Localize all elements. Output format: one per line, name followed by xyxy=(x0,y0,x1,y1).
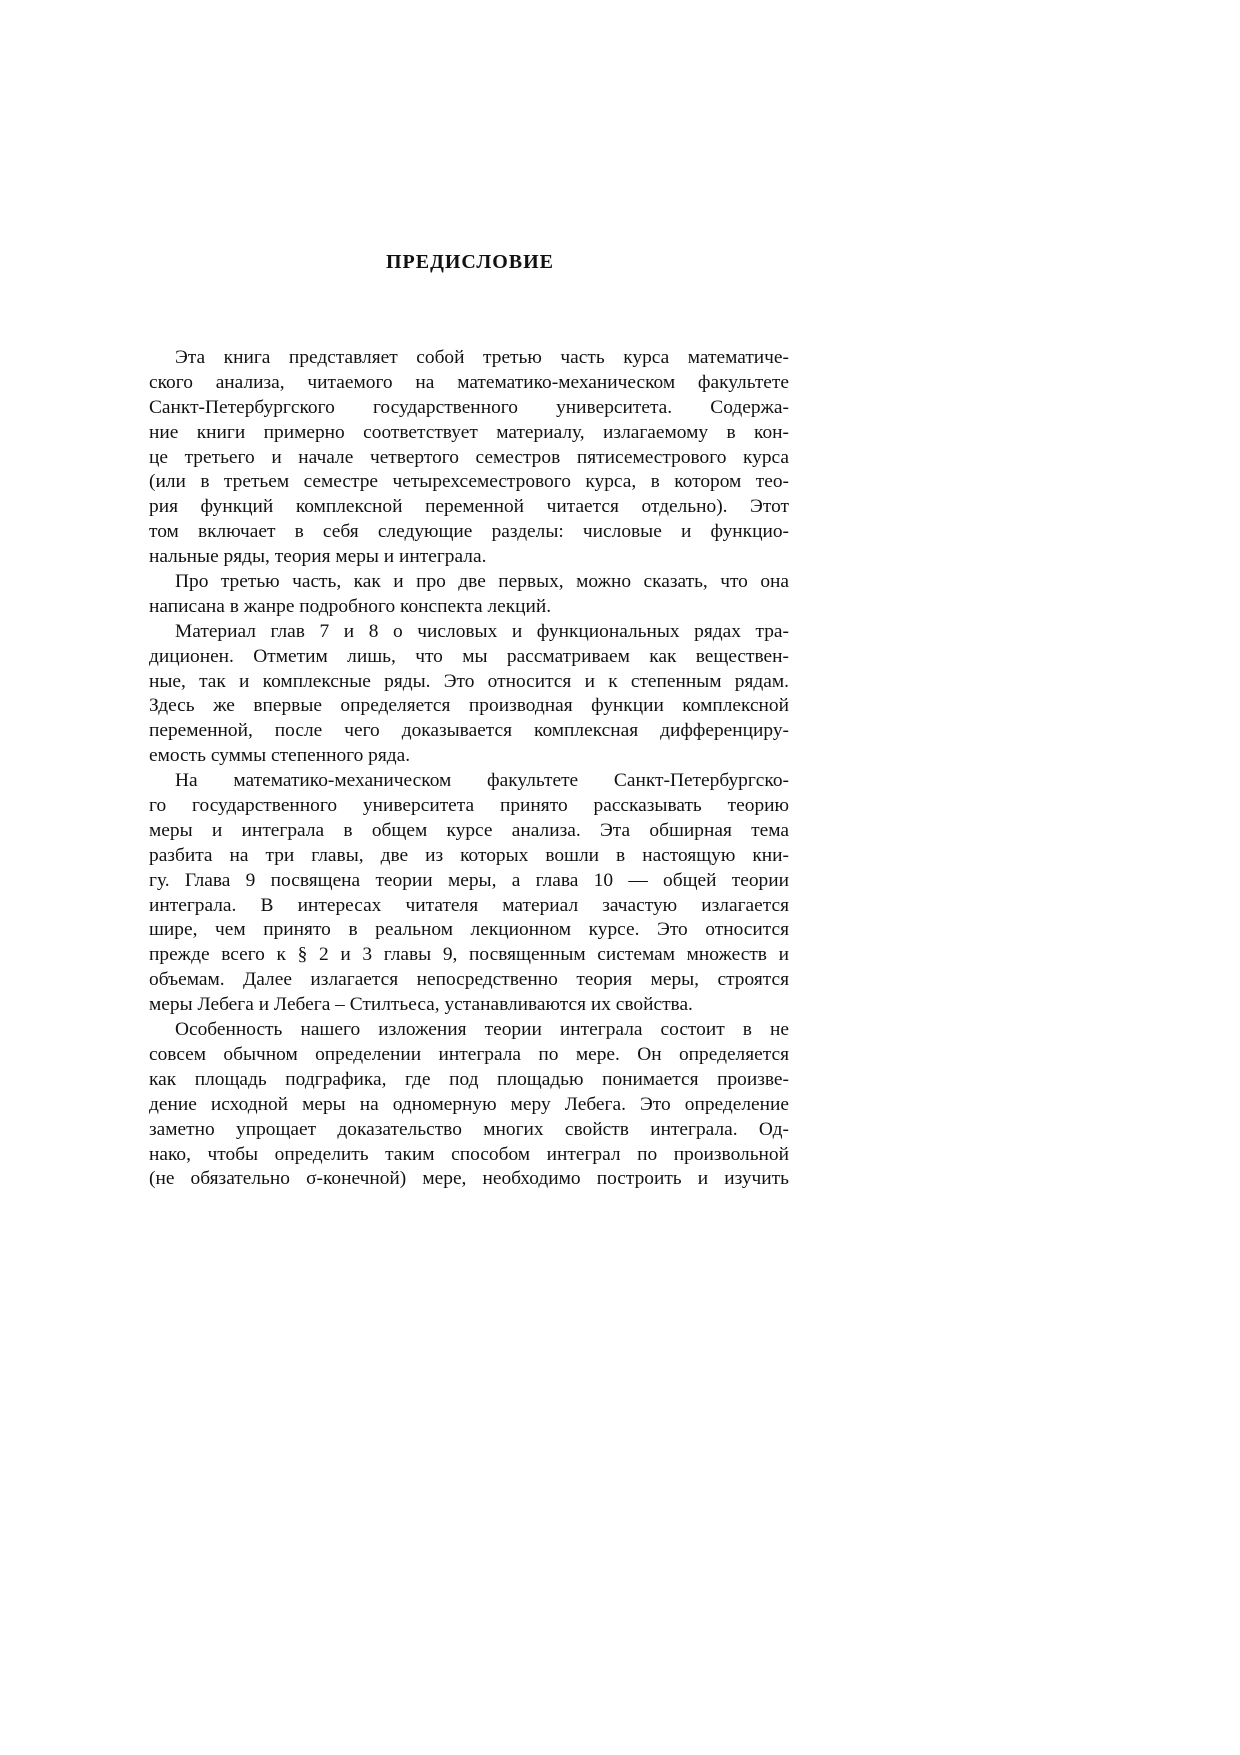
text-line: рия функций комплексной переменной читается отдельно). Этот xyxy=(149,496,789,518)
text-line: интеграла. В интересах читателя материал зачастую излагается xyxy=(149,894,789,916)
text-line: емость суммы степенного ряда. xyxy=(149,745,411,767)
text-line: це третьего и начале четвертого семестров пятисеместрового курса xyxy=(149,446,789,468)
text-line: гу. Глава 9 посвящена теории меры, а глава 10 — общей теории xyxy=(149,869,789,891)
paragraph xyxy=(149,769,789,1018)
text-line: (не обязательно σ-конечной) мере, необходимо построить и изучить xyxy=(149,1168,789,1190)
text-line: шире, чем принято в реальном лекционном курсе. Это относится xyxy=(149,919,789,941)
text-line: На математико-механическом факультете Санкт-Петербургско- xyxy=(175,770,789,792)
text-line: заметно упрощает доказательство многих свойств интеграла. Од- xyxy=(149,1118,789,1140)
text-line: го государственного университета принято рассказывать теорию xyxy=(149,795,789,817)
page-title: ПРЕДИСЛОВИЕ xyxy=(385,251,555,273)
text-line: ского анализа, читаемого на математико-механическом факультете xyxy=(149,371,789,393)
text-line: нако, чтобы определить таким способом интеграл по произвольной xyxy=(149,1143,789,1165)
text-line: Здесь же впервые определяется производная функции комплексной xyxy=(149,695,789,717)
text-line: дение исходной меры на одномерную меру Лебега. Это определение xyxy=(149,1093,789,1115)
text-line: написана в жанре подробного конспекта лекций. xyxy=(149,595,552,617)
text-line: ные, так и комплексные ряды. Это относится и к степенным рядам. xyxy=(149,670,789,692)
text-line: нальные ряды, теория меры и интеграла. xyxy=(149,546,487,568)
text-line: ние книги примерно соответствует материалу, излагаемому в кон- xyxy=(149,421,789,443)
text-line: Особенность нашего изложения теории интеграла состоит в не xyxy=(175,1019,789,1041)
text-line: как площадь подграфика, где под площадью понимается произве- xyxy=(149,1068,789,1090)
paragraph xyxy=(149,620,789,769)
paragraph xyxy=(149,346,789,570)
text-line: меры Лебега и Лебега – Стилтьеса, устанавливаются их свойства. xyxy=(149,994,693,1016)
paragraph xyxy=(149,570,789,620)
text-line: прежде всего к § 2 и 3 главы 9, посвященным системам множеств и xyxy=(149,944,789,966)
text-line: (или в третьем семестре четырехсеместрового курса, в котором тео- xyxy=(149,471,789,493)
text-line: меры и интеграла в общем курсе анализа. Эта обширная тема xyxy=(149,819,789,841)
preface-body xyxy=(149,346,789,1192)
text-line: Материал глав 7 и 8 о числовых и функциональных рядах тра- xyxy=(175,620,789,642)
text-line: Про третью часть, как и про две первых, можно сказать, что она xyxy=(175,571,789,593)
paragraph xyxy=(149,1018,789,1192)
text-line: совсем обычном определении интеграла по мере. Он определяется xyxy=(149,1043,789,1065)
text-line: Санкт-Петербургского государственного университета. Содержа- xyxy=(149,396,789,418)
text-line: диционен. Отметим лишь, что мы рассматриваем как веществен- xyxy=(149,645,789,667)
text-line: переменной, после чего доказывается комплексная дифференциру- xyxy=(149,720,789,742)
text-line: объемам. Далее излагается непосредственно теория меры, строятся xyxy=(149,969,789,991)
text-line: том включает в себя следующие разделы: числовые и функцио- xyxy=(149,521,789,543)
text-line: Эта книга представляет собой третью часть курса математиче- xyxy=(175,347,789,368)
text-line: разбита на три главы, две из которых вошли в настоящую кни- xyxy=(149,844,789,866)
